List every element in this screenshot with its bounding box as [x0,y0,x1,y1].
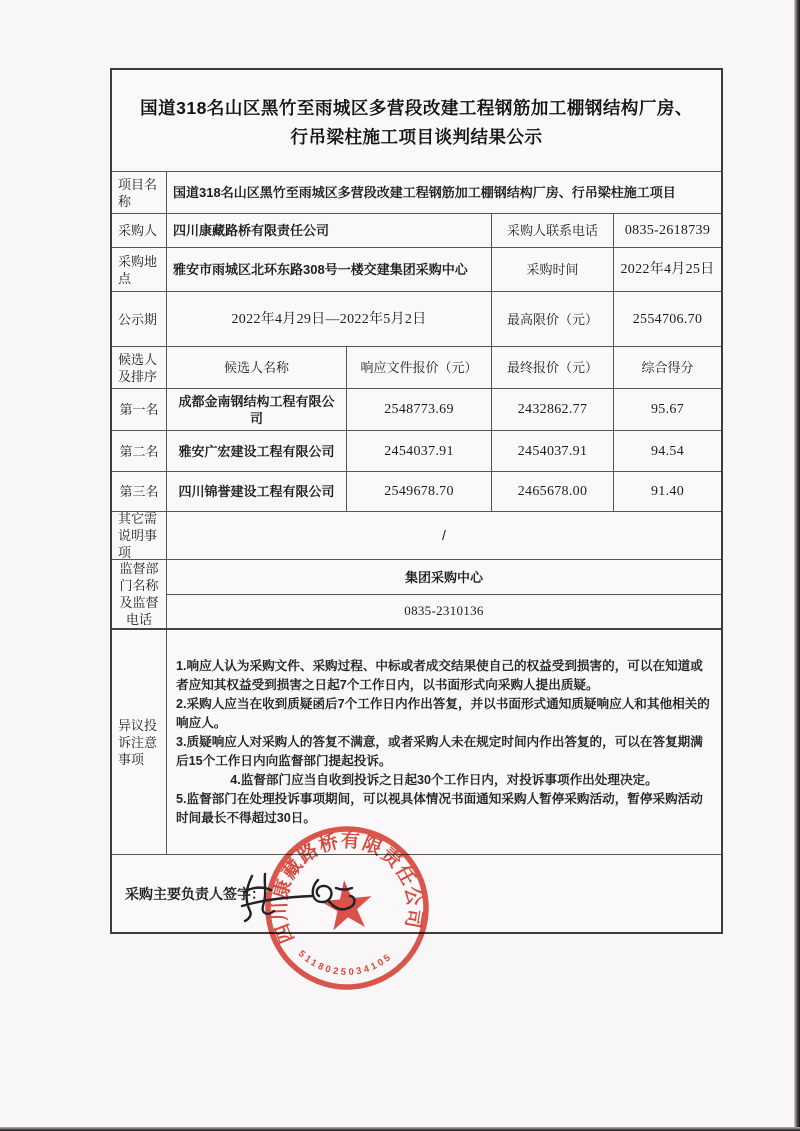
candidate-1-score: 95.67 [651,402,684,417]
scan-edge-right [794,0,800,1131]
supervision-label: 监督部门名称及监督电话 [112,560,167,628]
row-purchaser [112,214,721,248]
location-label: 采购地点 [112,248,167,291]
purchaser-phone-value: 0835-2618739 [624,223,711,238]
purchaser-value: 四川康藏路桥有限责任公司 [167,214,492,247]
candidate-3-rank: 第三名 [112,472,167,511]
objection-body [167,630,721,854]
objection-label: 异议投诉注意事项 [112,630,167,854]
candidate-3-final-price: 2465678.00 [492,472,614,511]
handwritten-signature [238,866,374,930]
table-row-candidate-3 [112,472,721,512]
candidate-1-final-price: 2432862.77 [492,389,614,430]
announcement-table [110,68,723,934]
row-supervision [112,560,721,630]
supervision-department: 集团采购中心 [167,560,721,595]
candidate-2-final-price: 2454037.91 [492,431,614,471]
candidate-1-rank: 第一名 [112,389,167,430]
scan-edge-bottom [0,1127,800,1131]
candidate-3-doc-price: 2549678.70 [347,472,492,511]
row-publicity-period [112,292,721,347]
signature-label: 采购主要负责人签字： [125,885,265,902]
document-title: 国道318名山区黑竹至雨城区多营段改建工程钢筋加工棚钢结构厂房、行吊梁柱施工项目谈判结果公示 [140,97,693,147]
project-name-label: 项目名称 [112,172,167,213]
candidate-2-doc-price: 2454037.91 [347,431,492,471]
row-project-name [112,172,721,214]
title-row [112,70,721,172]
objection-item-1: 1.响应人认为采购文件、采购过程、中标或者成交结果使自己的权益受到损害的，可以在知道或者应知其权益受到损害之日起7个工作日内，以书面形式向采购人提出质疑。 [176,658,703,692]
row-other-notes [112,512,721,560]
objection-item-2: 2.采购人应当在收到质疑函后7个工作日内作出答复，并以书面形式通知质疑响应人和其他相关的响应人。 [176,696,710,730]
candidate-name-header: 候选人名称 [167,347,347,388]
row-location [112,248,721,292]
max-price-value: 2554706.70 [632,311,703,327]
doc-price-header: 响应文件报价（元） [347,347,492,388]
candidate-2-score: 94.54 [651,443,684,459]
objection-item-3: 3.质疑响应人对采购人的答复不满意，或者采购人未在规定时间内作出答复的，可以在答复期满后15个工作日内向监督部门提起投诉。 [176,734,703,768]
table-row-candidate-2 [112,431,721,472]
rank-header: 候选人及排序 [112,347,167,388]
other-notes-label: 其它需说明事项 [112,512,167,559]
objection-item-4: 4.监督部门应当自收到投诉之日起30个工作日内，对投诉事项作出处理决定。 [230,772,658,787]
candidate-1-name: 成都金南钢结构工程有限公司 [167,389,347,430]
location-value: 雅安市雨城区北环东路308号一楼交建集团采购中心 [167,248,492,291]
publicity-period-value: 2022年4月29日—2022年5月2日 [167,292,492,346]
seal-company-name: 四川康藏路桥有限责任公司 [269,830,425,946]
candidate-2-name: 雅安广宏建设工程有限公司 [167,431,347,471]
candidates-header-row [112,347,721,389]
candidate-2-rank: 第二名 [112,431,167,471]
supervision-phone: 0835-2310136 [404,603,484,619]
purchaser-label: 采购人 [112,214,167,247]
max-price-label: 最高限价（元） [492,292,614,346]
other-notes-value: / [442,527,446,543]
purchase-time-label: 采购时间 [492,248,614,291]
supervision-values [167,560,721,628]
purchase-time-value: 2022年4月25日 [620,262,715,277]
seal-number: 5118025034105 [295,948,393,978]
purchaser-phone-label: 采购人联系电话 [492,214,614,247]
candidate-3-name: 四川锦誉建设工程有限公司 [167,472,347,511]
table-row-candidate-1 [112,389,721,431]
candidate-1-doc-price: 2548773.69 [347,389,492,430]
objection-item-5: 5.监督部门在处理投诉事项期间，可以视具体情况书面通知采购人暂停采购活动，暂停采购活动时间最长不得超过30日。 [176,791,703,825]
score-header: 综合得分 [641,360,694,375]
project-name-value: 国道318名山区黑竹至雨城区多营段改建工程钢筋加工棚钢结构厂房、行吊梁柱施工项目 [173,185,676,200]
final-price-header: 最终报价（元） [492,347,614,388]
publicity-period-label: 公示期 [112,292,167,346]
candidate-3-score: 91.40 [651,484,684,499]
